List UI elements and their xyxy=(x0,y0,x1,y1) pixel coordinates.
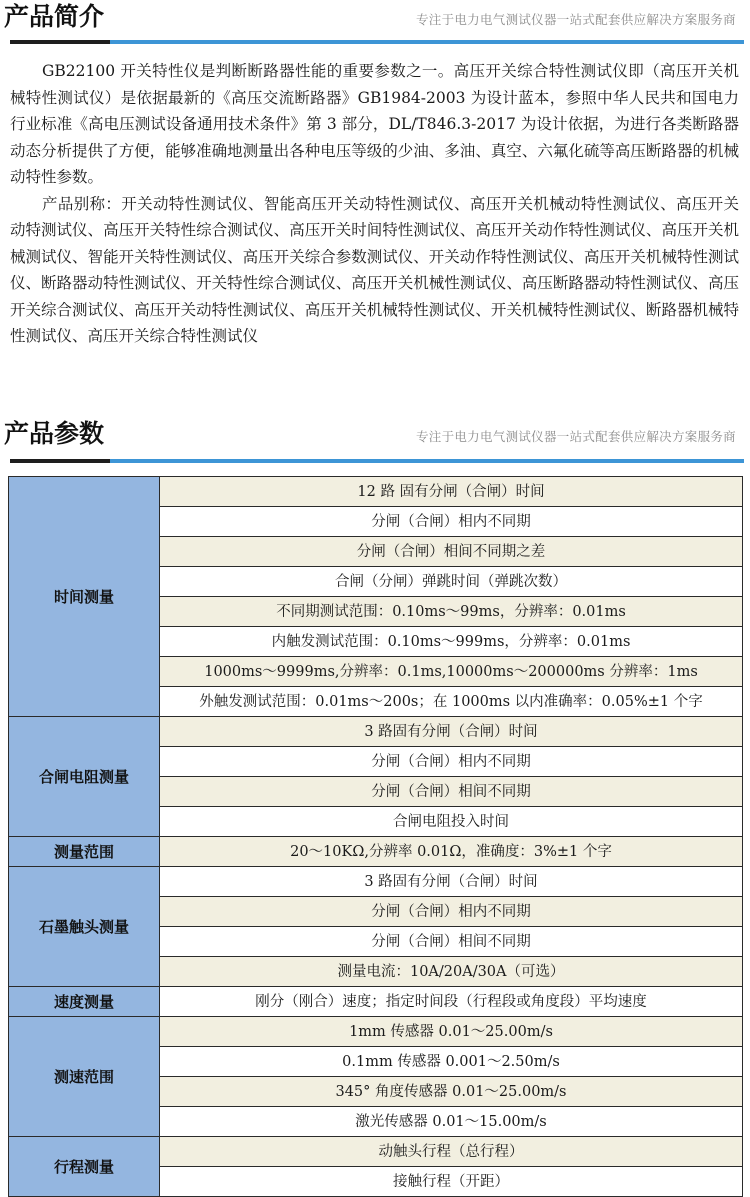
param-category: 石墨触头测量 xyxy=(9,867,160,987)
param-value: 分闸（合闸）相间不同期之差 xyxy=(160,537,743,567)
param-value: 接触行程（开距） xyxy=(160,1167,743,1197)
param-category: 测量范围 xyxy=(9,837,160,867)
table-row xyxy=(9,987,743,1017)
table-row xyxy=(9,1017,743,1047)
param-value: 345° 角度传感器 0.01～25.00m/s xyxy=(160,1077,743,1107)
param-value: 合闸电阻投入时间 xyxy=(160,807,743,837)
param-category: 时间测量 xyxy=(9,477,160,717)
param-value: 12 路 固有分闸（合闸）时间 xyxy=(160,477,743,507)
product-intro xyxy=(10,58,739,350)
table-row xyxy=(9,867,743,897)
param-value: 外触发测试范围：0.01ms～200s；在 1000ms 以内准确率：0.05%±1 个字 xyxy=(160,687,743,717)
param-value: 刚分（刚合）速度；指定时间段（行程段或角度段）平均速度 xyxy=(160,987,743,1017)
title-underline-dark xyxy=(10,40,110,44)
param-value: 合闸（分闸）弹跳时间（弹跳次数） xyxy=(160,567,743,597)
param-value: 分闸（合闸）相间不同期 xyxy=(160,927,743,957)
alias-paragraph: 产品别称：开关动特性测试仪、智能高压开关动特性测试仪、高压开关机械动特性测试仪、高压开关动特测试仪、高压开关特性综合测试仪、高压开关时间特性测试仪、高压开关动作特性测试仪、高压开关机械测试仪、智能开关特性测试仪、高压开关综合参数测试仪、开关动作特性测试仪、高压开关机械特性测试仪、断路器动特性测试仪、开关特性综合测试仪、高压开关机械性测试仪、高压断路器动特性测试仪、高压开关综合测试仪、高压开关动特性测试仪、高压开关机械特性测试仪、开关机械特性测试仪、断路器机械特性测试仪、高压开关综合特性测试仪 xyxy=(10,194,739,345)
param-value: 分闸（合闸）相内不同期 xyxy=(160,897,743,927)
section-slogan: 专注于电力电气测试仪器一站式配套供应解决方案服务商 xyxy=(415,12,736,27)
section-title: 产品参数 xyxy=(4,419,105,448)
title-underline-dark xyxy=(10,459,110,463)
section-title: 产品简介 xyxy=(4,2,105,31)
table-row xyxy=(9,717,743,747)
param-value: 3 路固有分闸（合闸）时间 xyxy=(160,717,743,747)
param-category: 行程测量 xyxy=(9,1137,160,1197)
param-value: 分闸（合闸）相内不同期 xyxy=(160,507,743,537)
param-value: 0.1mm 传感器 0.001～2.50m/s xyxy=(160,1047,743,1077)
param-value: 分闸（合闸）相间不同期 xyxy=(160,777,743,807)
param-category: 速度测量 xyxy=(9,987,160,1017)
param-value: 测量电流：10A/20A/30A（可选） xyxy=(160,957,743,987)
param-value: 激光传感器 0.01～15.00m/s xyxy=(160,1107,743,1137)
intro-paragraph: GB22100 开关特性仪是判断断路器性能的重要参数之一。高压开关综合特性测试仪即（高压开关机械特性测试仪）是依据最新的《高压交流断路器》GB1984-2003 为设计蓝本，参照中华人民共和国电力行业标准《高电压测试设备通用技术条件》第 3 部分，DL/T846.3-2017 为设计依据，为进行各类断路器动态分析提供了方便，能够准确地测量出各种电压等级的少油、多油、真空、六氟化硫等高压断路器的机械动特性参数。 xyxy=(10,62,739,186)
param-value: 分闸（合闸）相内不同期 xyxy=(160,747,743,777)
param-value: 20～10KΩ,分辨率 0.01Ω，准确度：3%±1 个字 xyxy=(160,837,743,867)
param-value: 内触发测试范围：0.10ms～999ms，分辨率：0.01ms xyxy=(160,627,743,657)
params-table xyxy=(8,476,743,1197)
param-value: 动触头行程（总行程） xyxy=(160,1137,743,1167)
param-value: 3 路固有分闸（合闸）时间 xyxy=(160,867,743,897)
param-value: 不同期测试范围：0.10ms～99ms，分辨率：0.01ms xyxy=(160,597,743,627)
param-category: 测速范围 xyxy=(9,1017,160,1137)
table-row xyxy=(9,477,743,507)
param-category: 合闸电阻测量 xyxy=(9,717,160,837)
title-underline-blue xyxy=(110,40,744,44)
param-value: 1mm 传感器 0.01～25.00m/s xyxy=(160,1017,743,1047)
section-slogan: 专注于电力电气测试仪器一站式配套供应解决方案服务商 xyxy=(415,429,736,444)
table-row xyxy=(9,1137,743,1167)
title-underline-blue xyxy=(110,459,744,463)
param-value: 1000ms～9999ms,分辨率：0.1ms,10000ms～200000ms 分辨率：1ms xyxy=(160,657,743,687)
table-row xyxy=(9,837,743,867)
